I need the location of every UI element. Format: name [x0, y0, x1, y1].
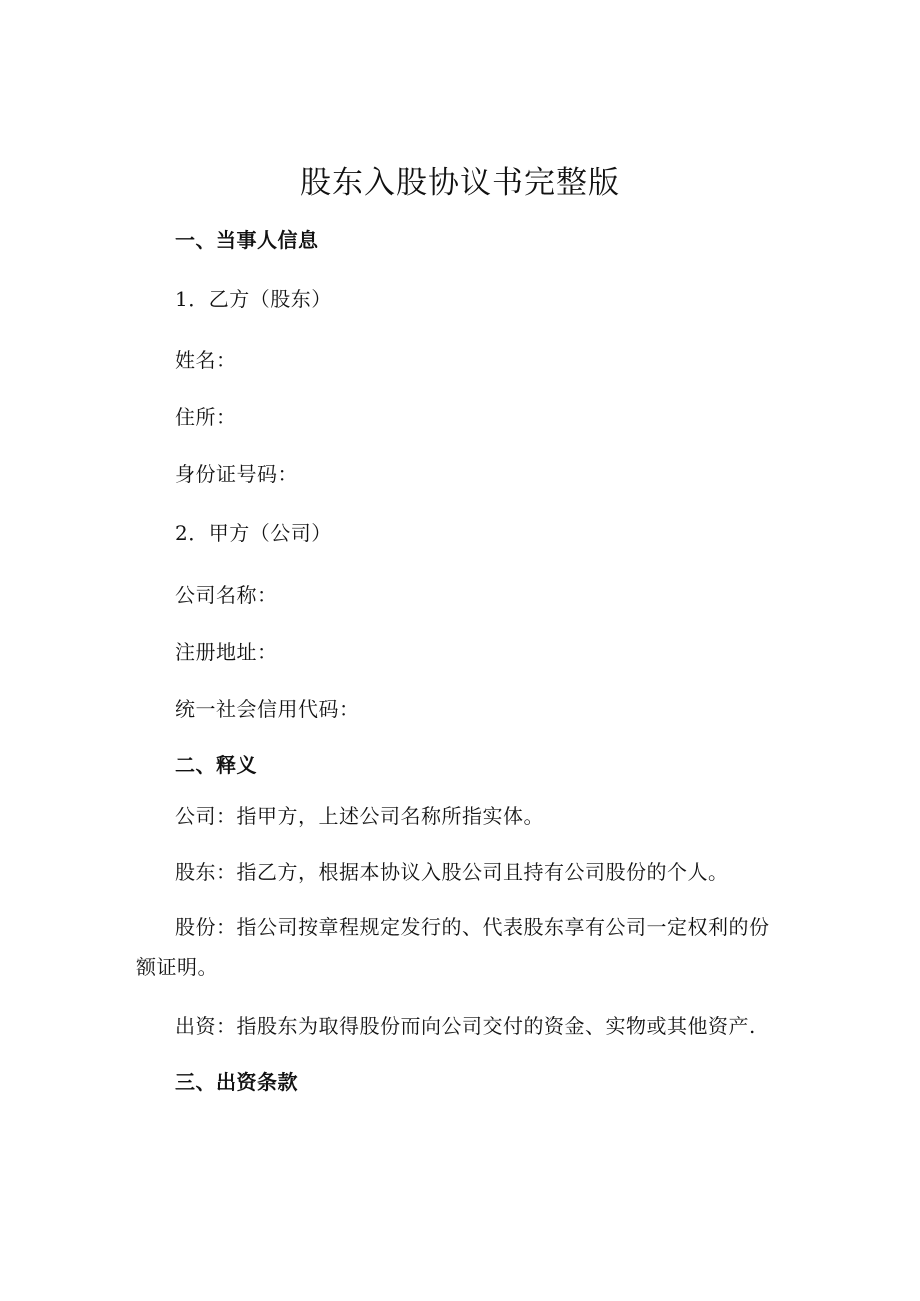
- party-b-address-label: 住所：: [175, 405, 237, 429]
- party-b-name-label: 姓名：: [175, 348, 237, 372]
- definition-shareholder: 股东：指乙方，根据本协议入股公司且持有公司股份的个人。: [175, 860, 729, 884]
- section-heading-definitions: 二、释义: [175, 753, 257, 777]
- document-title: 股东入股协议书完整版: [300, 165, 620, 201]
- section-heading-contribution: 三、出资条款: [175, 1070, 298, 1094]
- party-a-heading: 2．甲方（公司）: [175, 521, 332, 545]
- definition-shares: 股份：指公司按章程规定发行的、代表股东享有公司一定权利的份额证明。: [136, 915, 770, 979]
- party-b-id-label: 身份证号码：: [175, 462, 298, 486]
- party-a-credit-code-label: 统一社会信用代码：: [175, 697, 360, 721]
- party-a-reg-address-label: 注册地址：: [175, 640, 278, 664]
- party-b-heading: 1．乙方（股东）: [175, 287, 332, 311]
- party-a-company-name-label: 公司名称：: [175, 583, 278, 607]
- definition-company: 公司：指甲方，上述公司名称所指实体。: [175, 804, 544, 828]
- definition-contribution: 出资：指股东为取得股份而向公司交付的资金、实物或其他资产.: [175, 1014, 756, 1038]
- section-heading-parties: 一、当事人信息: [175, 228, 319, 252]
